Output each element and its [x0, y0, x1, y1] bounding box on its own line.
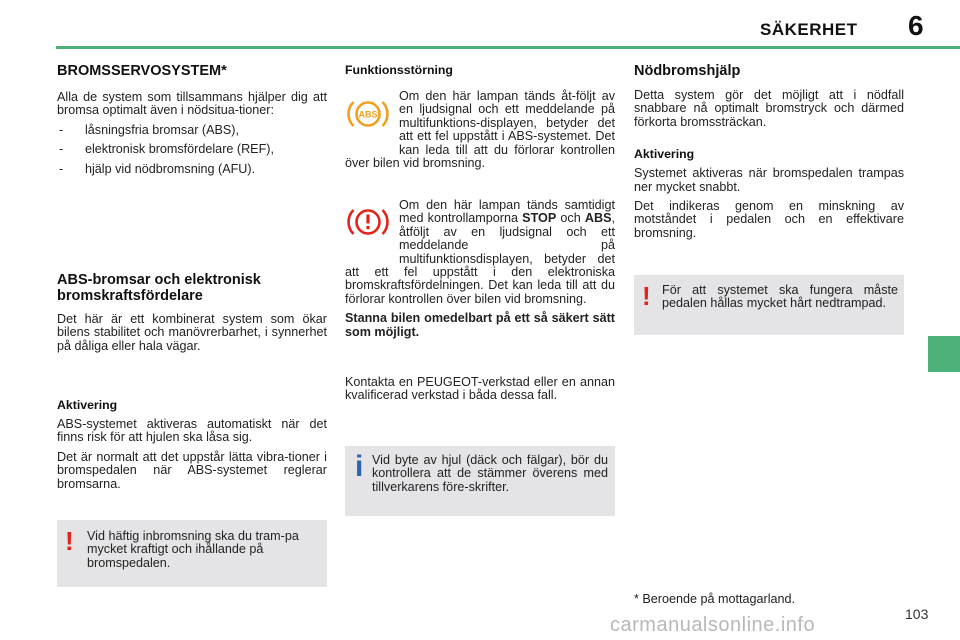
contact-block — [345, 376, 615, 409]
abs-label: ABS — [584, 211, 612, 226]
exclamation-icon: ! — [642, 281, 651, 311]
activation-paragraph: Det indikeras genom en minskning av motståndet i pedalen och en effektivare bromsning. — [634, 199, 904, 240]
contact-paragraph: Kontakta en PEUGEOT-verkstad eller en annan kvalificerad verkstad i båda dessa fall. — [345, 375, 615, 403]
bromsservosystem-heading: BROMSSERVOSYSTEM* — [57, 63, 227, 79]
abs-paragraph: Det här är ett kombinerat system som ökar bilens stabilitet och manövrerbarhet, i synnerhet på dåliga eller hala vägar. — [57, 312, 327, 353]
chapter-number: 6 — [908, 10, 924, 41]
warning-note-left — [57, 520, 327, 587]
watermark: carmanualsonline.info — [610, 614, 816, 636]
header-divider — [56, 46, 960, 49]
abs-section — [57, 272, 327, 359]
ref-fault-text: Om den här lampan tänds samtidigt med kontrollamporna — [399, 198, 615, 226]
nodbromshjalp-paragraph: Detta system gör det möjligt att i nödfall snabbare nå optimalt bromstryck och därmed förkorta bromssträckan. — [634, 88, 904, 129]
funktionsstorning-heading: Funktionsstörning — [345, 63, 453, 77]
left-column — [57, 63, 327, 182]
abs-fault-block — [345, 90, 615, 170]
list-item: - hjälp vid nödbromsning (AFU). — [57, 163, 327, 176]
list-item: - låsningsfria bromsar (ABS), — [57, 124, 327, 137]
stop-label: STOP — [522, 211, 557, 226]
warning-note-text: Vid häftig inbromsning ska du tram-pa mycket kraftigt och ihållande på bromspedalen. — [87, 529, 299, 570]
warning-note-text: För att systemet ska fungera måste pedalen hållas mycket hårt nedtrampad. — [662, 283, 898, 311]
intro-paragraph: Alla de system som tillsammans hjälper dig att bromsa optimalt även i nödsitua-tioner: — [57, 90, 327, 118]
activation-heading: Aktivering — [57, 398, 118, 412]
activation-heading: Aktivering — [634, 147, 695, 162]
warning-note-right — [634, 275, 904, 335]
systems-list — [57, 124, 327, 176]
page-number: 103 — [905, 606, 929, 622]
activation-paragraph: Det är normalt att det uppstår lätta vibra-tioner i bromspedalen när ABS-systemet reglerar bromsarna. — [57, 449, 327, 491]
abs-heading: ABS-bromsar och elektronisk bromskraftsfördelare — [57, 272, 261, 304]
activation-paragraph: ABS-systemet aktiveras automatiskt när det finns risk för att hjulen ska låsa sig. — [57, 417, 327, 445]
activation-paragraph: Systemet aktiveras när bromspedalen trampas ner mycket snabbt. — [634, 166, 904, 194]
section-title: SÄKERHET — [760, 20, 858, 39]
ref-fault-text-cont: , åtföljt av en ljudsignal och ett meddelande på multifunktionsdisplayen, betyder det att ett fel uppstått i den elektroniska bromskraftsfördelningen. Det kan leda till att du förlorar kontrollen över bilen vid bromsning. — [345, 211, 616, 306]
list-item: - elektronisk bromsfördelare (REF), — [57, 143, 327, 156]
nodbromshjalp-heading: Nödbromshjälp — [634, 63, 741, 79]
info-note-text: Vid byte av hjul (däck och fälgar), bör du kontrollera att de stämmer överens med tillverkarens före-skrifter. — [372, 453, 608, 494]
footnote: * Beroende på mottagarland. — [634, 592, 796, 606]
abs-lamp-label: ABS — [358, 109, 378, 120]
ref-fault-block — [345, 199, 615, 345]
chapter-tab — [928, 336, 960, 372]
info-icon: i — [355, 450, 364, 483]
stop-immediately-paragraph: Stanna bilen omedelbart på ett så säkert sätt som möjligt. — [345, 311, 615, 339]
exclamation-icon: ! — [65, 526, 74, 556]
and-word: och — [560, 211, 581, 226]
right-column — [634, 63, 904, 246]
abs-activation-section — [57, 398, 327, 497]
info-note-middle — [345, 446, 615, 516]
middle-column — [345, 63, 615, 77]
abs-fault-paragraph: Om den här lampan tänds åt-följt av en ljudsignal och ett meddelande på multifunktions-displayen, betyder det att ett fel uppstått i ABS-systemet. Det kan leda till att du förlorar kontrollen över bilen vid bromsning. — [345, 89, 615, 171]
